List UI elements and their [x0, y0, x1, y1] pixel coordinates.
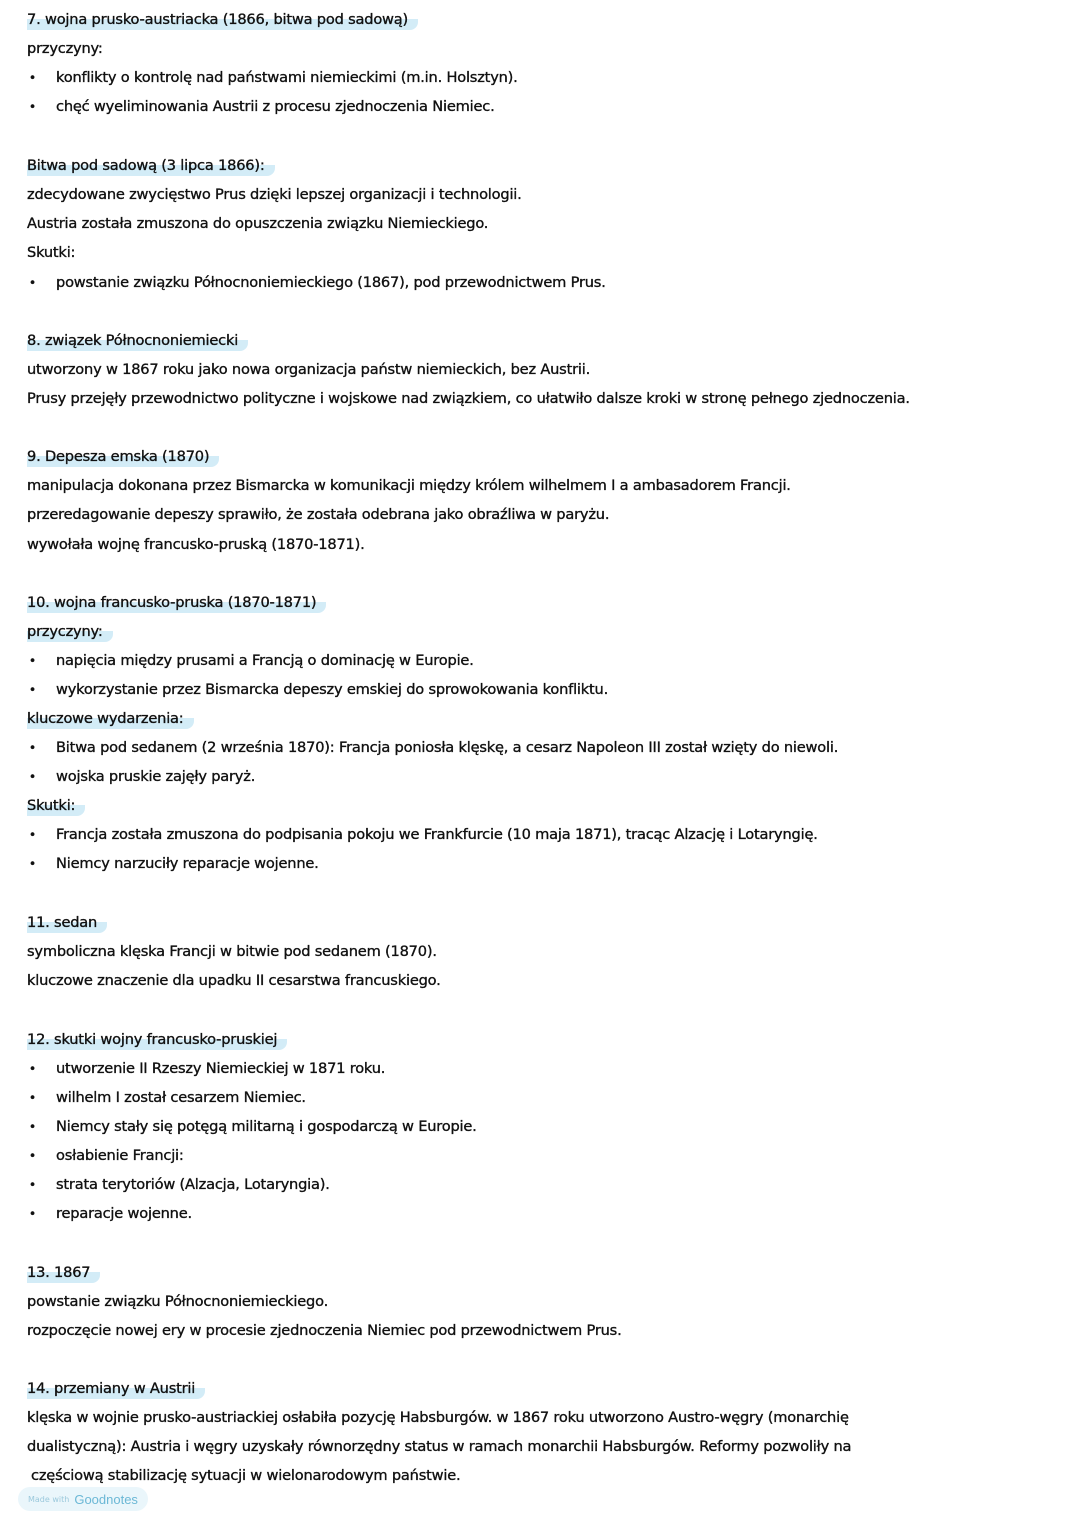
text-line: zdecydowane zwycięstwo Prus dzięki lepszej organizacji i technologii.	[27, 186, 522, 203]
section-heading: 13. 1867	[27, 1263, 100, 1283]
subheading: Bitwa pod sadową (3 lipca 1866):	[27, 156, 275, 176]
text-line: rozpoczęcie nowej ery w procesie zjednoczenia Niemiec pod przewodnictwem Prus.	[27, 1322, 622, 1339]
text-line: Prusy przejęły przewodnictwo polityczne i wojskowe nad związkiem, co ułatwiło dalsze kroki w stronę pełnego zjednoczenia.	[27, 390, 910, 407]
section-heading: 8. związek Północnoniemiecki	[27, 331, 248, 351]
text-line: klęska w wojnie prusko-austriackiej osłabiła pozycję Habsburgów. w 1867 roku utworzono Austro-węgry (monarchię	[27, 1409, 849, 1426]
bullet-item: • napięcia między prusami a Francją o dominację w Europie.	[56, 651, 474, 671]
bullet-item: • Francja została zmuszona do podpisania pokoju we Frankfurcie (10 maja 1871), tracąc Alzację i Lotaryngię.	[56, 825, 818, 845]
bullet-item: • Bitwa pod sedanem (2 września 1870): Francja poniosła klęskę, a cesarz Napoleon III został wzięty do niewoli.	[56, 738, 838, 758]
section-heading: 7. wojna prusko-austriacka (1866, bitwa pod sadową)	[27, 10, 418, 30]
bullet-item: • utworzenie II Rzeszy Niemieckiej w 1871 roku.	[56, 1059, 385, 1079]
text-line: powstanie związku Północnoniemieckiego.	[27, 1293, 329, 1310]
bullet-item: • Niemcy stały się potęgą militarną i gospodarczą w Europie.	[56, 1117, 477, 1137]
bullet-item: • wykorzystanie przez Bismarcka depeszy emskiej do sprowokowania konfliktu.	[56, 680, 608, 700]
bullet-item: • chęć wyeliminowania Austrii z procesu zjednoczenia Niemiec.	[56, 97, 495, 117]
badge-brand: Goodnotes	[74, 1491, 138, 1507]
bullet-item: • wilhelm I został cesarzem Niemiec.	[56, 1088, 306, 1108]
bullet-item: • Niemcy narzuciły reparacje wojenne.	[56, 854, 319, 874]
text-line: wywołała wojnę francusko-pruską (1870-1871).	[27, 536, 365, 553]
bullet-item: • osłabienie Francji:	[56, 1146, 184, 1166]
bullet-item: • reparacje wojenne.	[56, 1204, 192, 1224]
bullet-item: • strata terytoriów (Alzacja, Lotaryngia).	[56, 1175, 330, 1195]
section-heading: 12. skutki wojny francusko-pruskiej	[27, 1030, 287, 1050]
subheading: Skutki:	[27, 244, 76, 261]
bullet-item: • powstanie związku Północnoniemieckiego (1867), pod przewodnictwem Prus.	[56, 273, 606, 293]
section-heading: 10. wojna francusko-pruska (1870-1871)	[27, 593, 326, 613]
text-line: dualistyczną): Austria i węgry uzyskały równorzędny status w ramach monarchii Habsburgów. Reformy pozwoliły na	[27, 1438, 852, 1455]
text-line: manipulacja dokonana przez Bismarcka w komunikacji między królem wilhelmem I a ambasadorem Francji.	[27, 477, 791, 494]
subheading: kluczowe wydarzenia:	[27, 709, 194, 729]
bullet-item: • konflikty o kontrolę nad państwami niemieckimi (m.in. Holsztyn).	[56, 68, 518, 88]
section-heading: 14. przemiany w Austrii	[27, 1379, 205, 1399]
goodnotes-badge	[18, 1487, 148, 1511]
subheading: przyczyny:	[27, 622, 113, 642]
text-line: Austria została zmuszona do opuszczenia związku Niemieckiego.	[27, 215, 489, 232]
section-heading: 11. sedan	[27, 913, 107, 933]
badge-prefix: Made with	[28, 1494, 70, 1504]
subheading: Skutki:	[27, 796, 85, 816]
text-line: kluczowe znaczenie dla upadku II cesarstwa francuskiego.	[27, 972, 441, 989]
text-line: utworzony w 1867 roku jako nowa organizacja państw niemieckich, bez Austrii.	[27, 361, 591, 378]
text-line: częściową stabilizację sytuacji w wielonarodowym państwie.	[31, 1467, 461, 1484]
bullet-item: • wojska pruskie zajęły paryż.	[56, 767, 255, 787]
section-heading: 9. Depesza emska (1870)	[27, 447, 219, 467]
subheading: przyczyny:	[27, 40, 103, 57]
text-line: przeredagowanie depeszy sprawiło, że została odebrana jako obraźliwa w paryżu.	[27, 506, 610, 523]
text-line: symboliczna klęska Francji w bitwie pod sedanem (1870).	[27, 943, 437, 960]
